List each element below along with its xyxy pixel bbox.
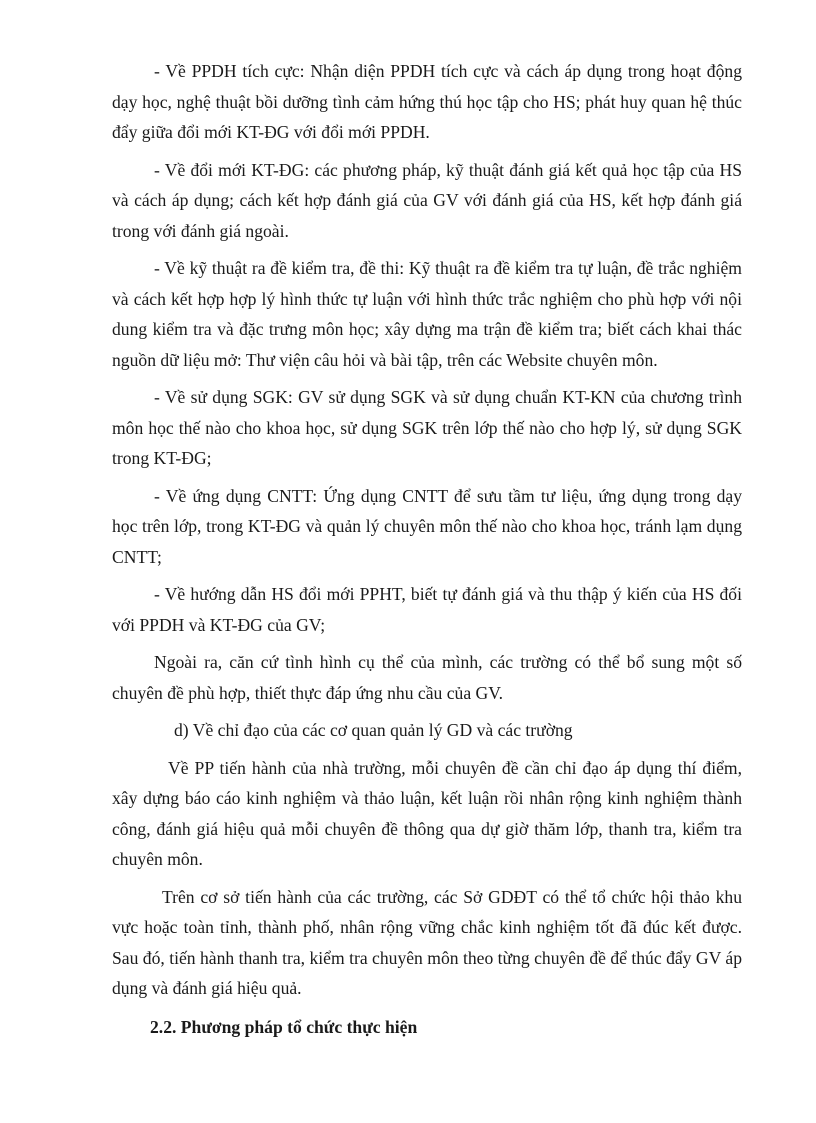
document-body [112, 56, 742, 1042]
paragraph-so-gddt: Trên cơ sở tiến hành của các trường, các Sở GDĐT có thể tổ chức hội thảo khu vực hoặc toàn tỉnh, thành phố, nhân rộng vững chắc kinh nghiệm tốt đã đúc kết được. Sau đó, tiến hành thanh tra, kiểm tra chuyên môn theo từng chuyên đề để thúc đẩy GV áp dụng và đánh giá hiệu quả. [112, 886, 742, 998]
paragraph-sgk: - Về sử dụng SGK: GV sử dụng SGK và sử dụng chuẩn KT-KN của chương trình môn học thế nào cho khoa học, sử dụng SGK trên lớp thế nào cho hợp lý, sử dụng SGK trong KT-ĐG; [112, 387, 742, 468]
paragraph-kt-dg: - Về đổi mới KT-ĐG: các phương pháp, kỹ thuật đánh giá kết quả học tập của HS và cách áp dụng; cách kết hợp đánh giá của GV với đánh giá của HS, kết hợp đánh giá trong với đánh giá ngoài. [112, 159, 742, 241]
paragraph-ppdh: - Về PPDH tích cực: Nhận diện PPDH tích cực và cách áp dụng trong hoạt động dạy học, nghệ thuật bồi dưỡng tình cảm hứng thú học tập cho HS; phát huy quan hệ thúc đẩy giữa đổi mới KT-ĐG với đổi mới PPDH. [112, 61, 742, 142]
paragraph-ngoai-ra: Ngoài ra, căn cứ tình hình cụ thể của mình, các trường có thể bổ sung một số chuyên đề phù hợp, thiết thực đáp ứng nhu cầu của GV. [112, 652, 742, 703]
paragraph-ppht: - Về hướng dẫn HS đổi mới PPHT, biết tự đánh giá và thu thập ý kiến của HS đối với PPDH và KT-ĐG của GV; [112, 584, 742, 635]
paragraph-cntt: - Về ứng dụng CNTT: Ứng dụng CNTT để sưu tầm tư liệu, ứng dụng trong dạy học trên lớp, trong KT-ĐG và quản lý chuyên môn thế nào cho khoa học, tránh lạm dụng CNTT; [112, 485, 742, 567]
section-heading: 2.2. Phương pháp tổ chức thực hiện [150, 1016, 418, 1037]
paragraph-chi-dao-heading: d) Về chỉ đạo của các cơ quan quản lý GD và các trường [174, 720, 573, 740]
paragraph-pp-tien-hanh: Về PP tiến hành của nhà trường, mỗi chuyên đề cần chỉ đạo áp dụng thí điểm, xây dựng báo cáo kinh nghiệm và thảo luận, kết luận rồi nhân rộng kinh nghiệm thành công, đánh giá hiệu quả mỗi chuyên đề thông qua dự giờ thăm lớp, thanh tra, kiểm tra chuyên môn. [112, 757, 742, 869]
paragraph-ra-de: - Về kỹ thuật ra đề kiểm tra, đề thi: Kỹ thuật ra đề kiểm tra tự luận, đề trắc nghiệm và cách kết hợp hợp lý hình thức tự luận với hình thức trắc nghiệm cho phù hợp với nội dung kiểm tra và đặc trưng môn học; xây dựng ma trận đề kiểm tra; biết cách khai thác nguồn dữ liệu mở: Thư viện câu hỏi và bài tập, trên các Website chuyên môn. [112, 258, 742, 370]
